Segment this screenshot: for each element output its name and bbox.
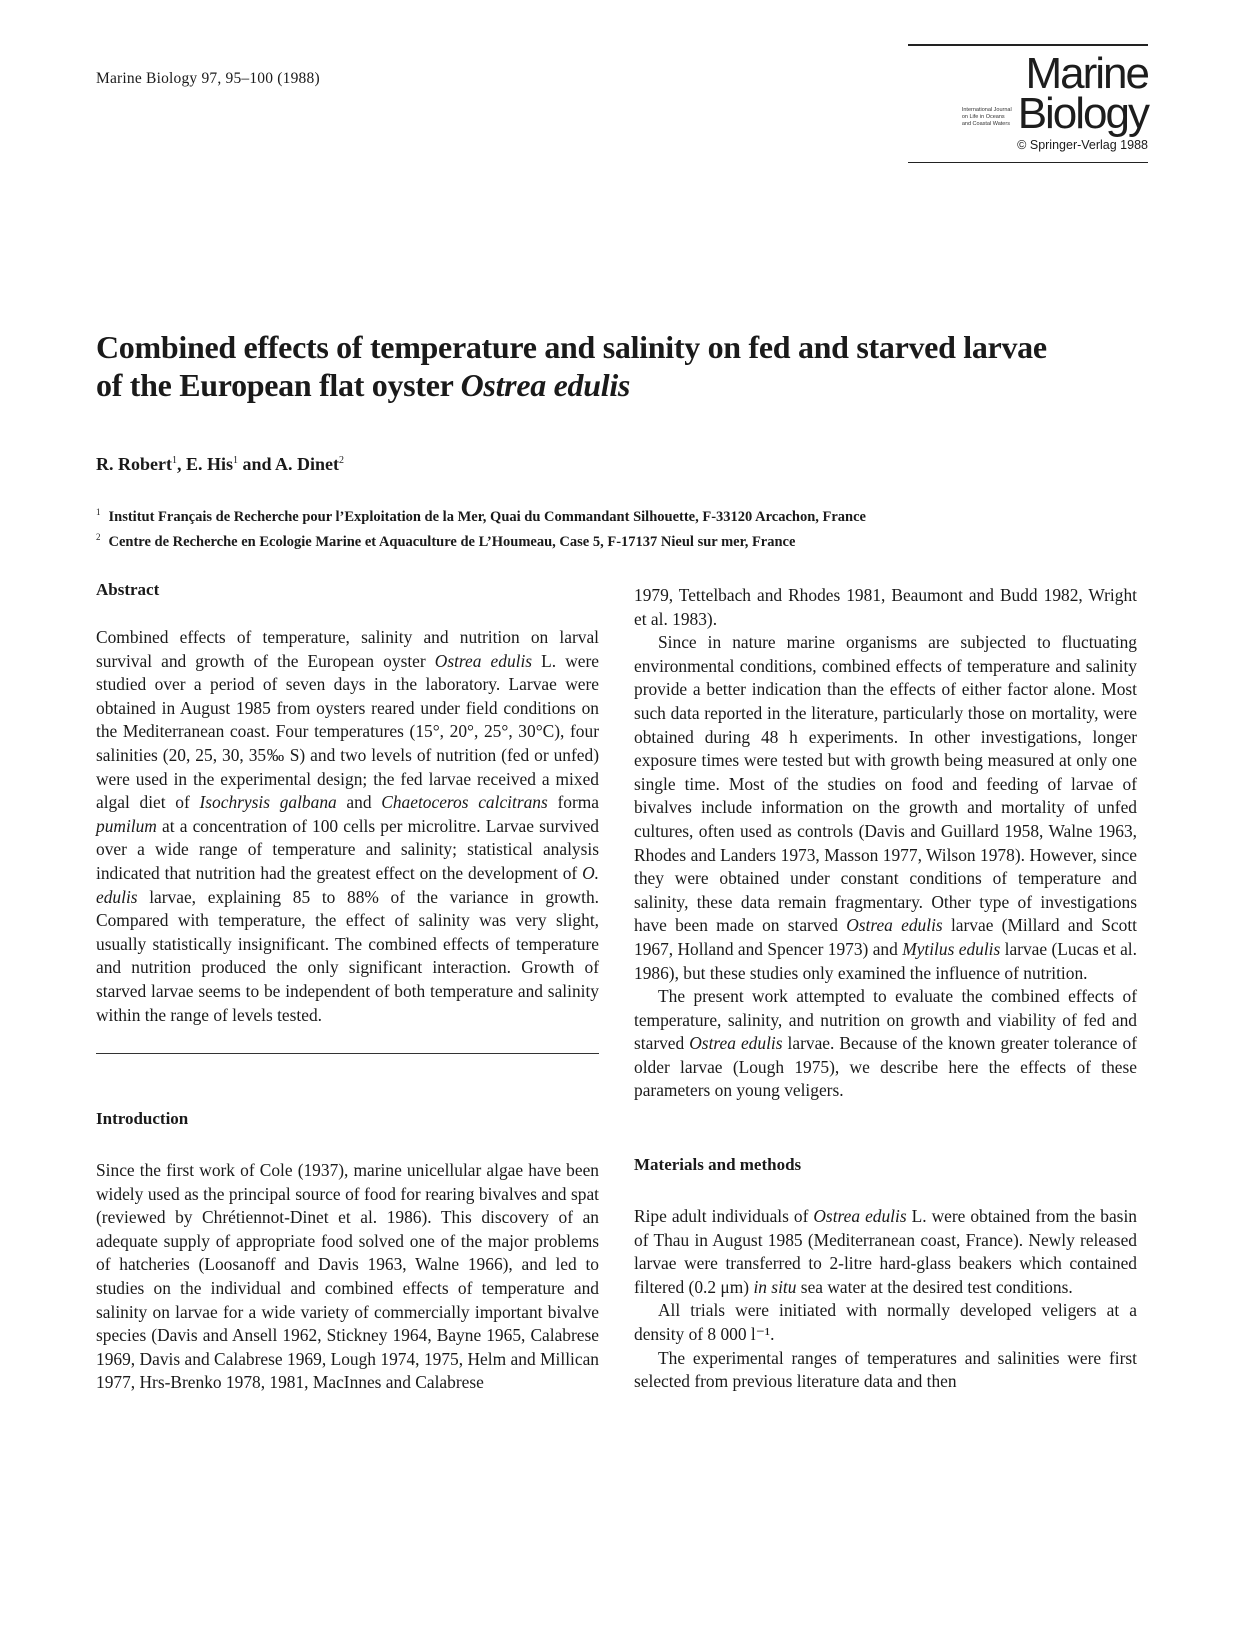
text-run: Since in nature marine organisms are subjected to fluctuating environmental conditions, combined effects of temperature and salinity provide a better indication than the effects of either factor alone. Most such data reported in the literature, particularly those on mortality, were obtained during 48 h experiments. In other investigations, longer exposure times were tested but with growth being measured at only one single time. Most of the studies on food and feeding of larvae of bivalves include information on the growth and mortality of unfed cultures, often used as controls (Davis and Guillard 1958, Walne 1963, Rhodes and Landers 1973, Masson 1977, Wilson 1978). However, since they were obtained under constant conditions of temperature and salinity, these data remain fragmentary. Other type of investigations have been made on starved	[634, 632, 1137, 936]
copyright-notice: © Springer-Verlag 1988	[1017, 137, 1148, 152]
text-run: larvae (Millard and Scott 1967, Holland and Spencer 1973) and	[634, 915, 1137, 959]
affiliation-marker: 1	[171, 455, 177, 466]
introduction-heading: Introduction	[96, 1109, 189, 1129]
text-run: at a concentration of 100 cells per microlitre. Larvae survived over a wide range of temperature and salinity; statistical analysis indicated that nutrition had the greatest effect on the development of	[96, 815, 599, 883]
logo-marine-word: Marine	[1025, 48, 1148, 98]
text-run: The present work attempted to evaluate the combined effects of temperature, salinity, and nutrition on growth and viability of fed and starved	[634, 986, 1137, 1054]
species-name: Chaetoceros calcitrans	[381, 792, 548, 813]
affiliation-text: Institut Français de Recherche pour l’Exploitation de la Mer, Quai du Commandant Silhouette, F-33120 Arcachon, France	[108, 508, 866, 525]
intro-paragraph-2	[634, 631, 1137, 985]
methods-paragraph-1	[634, 1205, 1137, 1299]
title-species: Ostrea edulis	[460, 367, 631, 403]
methods-heading: Materials and methods	[634, 1155, 802, 1175]
abstract-divider	[96, 1053, 599, 1054]
left-column	[96, 580, 599, 1395]
methods-paragraph-3: The experimental ranges of temperatures and salinities were first selected from previous literature data and then	[634, 1347, 1137, 1392]
text-run: L. were studied over a period of seven days in the laboratory. Larvae were obtained in August 1985 from oysters reared under field conditions on the Mediterranean coast. Four temperatures (15°, 20°, 25°, 30°C), four salinities (20, 25, 30, 35‰ S) and two levels of nutrition (fed or unfed) were used in the experimental design; the fed larvae received a mixed algal diet of	[96, 650, 599, 813]
logo-tagline-line: on Life in Oceans	[961, 113, 1005, 120]
methods-paragraph-2: All trials were initiated with normally developed veligers at a density of 8 000 l⁻¹.	[634, 1300, 1137, 1345]
species-name: Mytilus edulis	[902, 938, 1001, 959]
text-run: larvae. Because of the known greater tolerance of older larvae (Lough 1975), we describe here the effects of these parameters on young veligers.	[634, 1033, 1137, 1101]
affiliation-marker: 2	[339, 455, 345, 466]
species-name: Ostrea edulis	[434, 650, 533, 671]
logo-biology-word: Biology	[1017, 88, 1148, 138]
abstract-text	[96, 626, 599, 1027]
logo-tagline-line: and Coastal Waters	[961, 120, 1010, 127]
paper-title	[96, 328, 1116, 404]
text-run: Ripe adult individuals of	[634, 1206, 814, 1227]
species-name: Isochrysis galbana	[199, 792, 337, 813]
species-name: Ostrea edulis	[813, 1206, 907, 1227]
affiliation-number: 2	[96, 531, 101, 542]
affiliation-marker: 1	[233, 455, 238, 466]
logo-top-rule	[908, 44, 1148, 46]
title-line-2: of the European flat oyster	[96, 367, 461, 403]
affiliation-text: Centre de Recherche en Ecologie Marine et Aquaculture de L’Houmeau, Case 5, F-17137 Nieul sur mer, France	[108, 533, 796, 550]
logo-biology-row	[908, 88, 1148, 138]
logo-bottom-rule	[908, 162, 1148, 164]
intro-paragraph-3	[634, 985, 1137, 1103]
species-name: Ostrea edulis	[689, 1033, 783, 1054]
author-name: and A. Dinet	[238, 454, 340, 474]
intro-paragraph-1: Since the first work of Cole (1937), marine unicellular algae have been widely used as the principal source of food for rearing bivalves and spat (reviewed by Chrétiennot-Dinet et al. 1986). This discovery of an adequate supply of appropriate food solved one of the major problems of hatcheries (Loosanoff and Davis 1963, Walne 1966), and led to studies on the individual and combined effects of temperature and salinity on larvae for a wide variety of commercially important bivalve species (Davis and Ansell 1962, Stickney 1964, Bayne 1965, Calabrese 1969, Davis and Calabrese 1969, Lough 1974, 1975, Helm and Millican 1977, Hrs-Brenko 1978, 1981, MacInnes and Calabrese	[96, 1160, 599, 1393]
author-list	[96, 454, 344, 475]
author-name: , E. His	[176, 454, 233, 474]
text-run: Combined effects of temperature, salinity and nutrition on larval survival and growth of the European oyster	[96, 627, 599, 671]
species-name: pumilum	[96, 815, 157, 836]
species-name: Ostrea edulis	[846, 915, 943, 936]
text-run: larvae (Lucas et al. 1986), but these studies only examined the influence of nutrition.	[634, 938, 1137, 983]
journal-logo	[908, 44, 1148, 163]
affiliation-item	[96, 502, 1136, 527]
species-name: O. edulis	[96, 862, 599, 907]
affiliations	[96, 502, 1136, 552]
text-run: L. were obtained from the basin of Thau in August 1985 (Mediterranean coast, France). Newly released larvae were transferred to 2-litre hard-glass beakers which contained filtered (0.2 μm)	[634, 1206, 1137, 1297]
affiliation-number: 1	[96, 507, 101, 517]
author-name: R. Robert	[96, 454, 172, 474]
text-run: and	[336, 792, 382, 813]
intro-paragraph-1-continued: 1979, Tettelbach and Rhodes 1981, Beaumont and Budd 1982, Wright et al. 1983).	[634, 585, 1137, 629]
text-run: sea water at the desired test conditions.	[796, 1276, 1073, 1297]
right-column	[634, 584, 1137, 1394]
text-run: forma	[547, 792, 600, 813]
latin-term: in situ	[753, 1276, 797, 1297]
title-line-1: Combined effects of temperature and salinity on fed and starved larvae	[96, 329, 1047, 365]
abstract-heading: Abstract	[96, 580, 160, 599]
text-run: larvae, explaining 85 to 88% of the variance in growth. Compared with temperature, the effect of salinity was very slight, usually statistically insignificant. The combined effects of temperature and nutrition produced the only significant interaction. Growth of starved larvae seems to be independent of both temperature and salinity within the range of levels tested.	[96, 886, 599, 1025]
affiliation-item	[96, 527, 1136, 552]
journal-citation: Marine Biology 97, 95–100 (1988)	[96, 70, 320, 87]
logo-tagline-line: International Journal	[961, 106, 1012, 113]
logo-tagline	[962, 107, 1012, 128]
